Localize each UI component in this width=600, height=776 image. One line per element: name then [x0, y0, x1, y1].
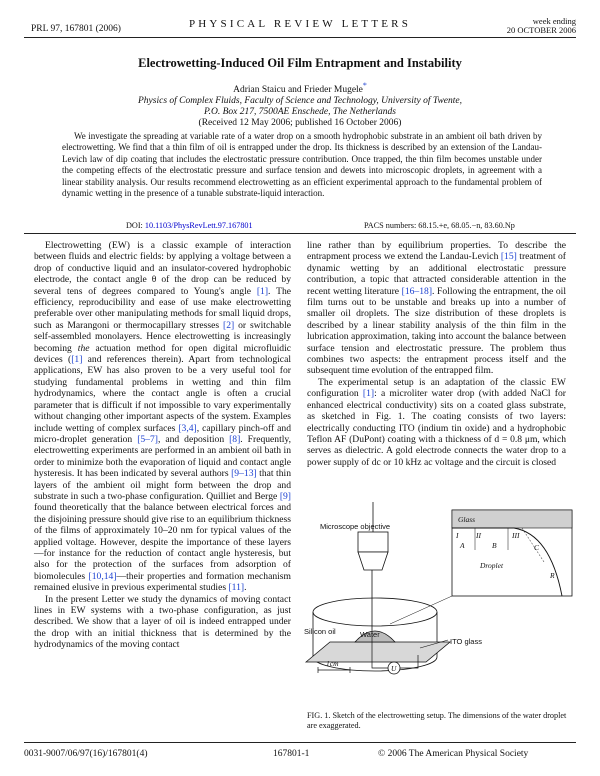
authors	[0, 81, 600, 95]
inset-label-II: II	[476, 531, 481, 540]
doi-link[interactable]: 10.1103/PhysRevLett.97.167801	[144, 221, 253, 230]
paper-title: Electrowetting-Induced Oil Film Entrapment and Instability	[138, 56, 462, 70]
inset-pointer	[390, 596, 452, 624]
footer-copyright: © 2006 The American Physical Society	[378, 749, 529, 759]
citation[interactable]: [9–13]	[231, 468, 257, 480]
paragraph: line rather than by equilibrium properties. To describe the entrapment process we extend the Landau-Levich [15] treatment of dynamic wetting by an additional electrostatic pressure contribution, a topic that attracted considerable attention in the recent wetting literature [16–18]. Following the entrapment, the oil film turns out to be unstable and breaks up into a number of smaller oil droplets. The size distribution of these droplets is described by a linear stability analysis of the thin film in the lubrication approximation, taking into account the balance between surface tension and electrostatic pressure. The problem thus combines two aspects: the entrapment process itself and the subsequent time evolution of the entrapped film.	[307, 240, 566, 377]
citation[interactable]: [3,4]	[178, 422, 197, 434]
citation[interactable]: [16–18]	[401, 285, 433, 297]
inset-label-C: C	[534, 543, 540, 552]
affiliation-line2: P.O. Box 217, 7500AE Enschede, The Netherlands	[204, 107, 396, 117]
figure-caption-label: FIG. 1.	[307, 711, 331, 720]
inset-glass-label: Glass	[458, 515, 476, 524]
microscope-objective-label: Microscope objective	[320, 522, 391, 531]
citation[interactable]: [1]	[362, 388, 375, 400]
author-footnote-mark[interactable]: *	[362, 81, 367, 90]
water-label: Water	[360, 630, 380, 639]
paragraph: The experimental setup is an adaptation of the classic EW configuration [1]: a microliter water drop (with added NaCl for enhanced electrical conductivity) sits on a coated glass substrate, as sketched in Fig. 1. The coating consists of two layers: electrically conducting ITO (indium tin oxide) and a hydrophobic Teflon AF (DuPont) coating with a thickness of d = 0.8 μm, which serves as dielectric. A gold electrode connects the water drop to a power supply of dc or 10 kHz ac voltage and the circuit is closed	[307, 376, 566, 468]
affiliation-line1: Physics of Complex Fluids, Faculty of Science and Technology, University of Twente,	[138, 96, 462, 106]
citation[interactable]: [1]	[256, 285, 269, 297]
body-left-column	[34, 240, 291, 651]
figure-caption-text: Sketch of the electrowetting setup. The dimensions of the water droplet are exaggerated.	[307, 711, 567, 730]
inset-label-A: A	[460, 541, 465, 550]
citation[interactable]: [9]	[279, 490, 291, 502]
paragraph: In the present Letter we study the dynamics of moving contact lines in EW systems with a two-phase configuration, as just described. We show that a layer of oil is indeed entrapped under the drop with an initial thickness that is determined by the hydrodynamics of the moving contact	[34, 593, 291, 651]
inset-label-B: B	[492, 541, 497, 550]
citation[interactable]: [2]	[223, 319, 235, 331]
issue-date	[507, 17, 576, 35]
journal-citation: PRL 97, 167801 (2006)	[31, 24, 121, 34]
figure-1-setup-sketch	[300, 492, 576, 702]
scale-bar-label: 1cm	[326, 659, 339, 668]
citation[interactable]: [15]	[500, 251, 517, 263]
inset-label-R: R	[550, 571, 555, 580]
pacs-numbers: PACS numbers: 68.15.+e, 68.05.−n, 83.60.Np	[364, 221, 515, 230]
issue-date-line2: 20 OCTOBER 2006	[506, 25, 576, 35]
abstract: We investigate the spreading at variable rate of a water drop on a smooth hydrophobic substrate in an ambient oil bath driven by electrowetting. We find that a thin film of oil is entrapped under the drop. Its thickness is described by an extension of the Landau-Levich law of dip coating that includes the electrostatic pressure contribution. Once trapped, the thin film becomes unstable under the competing effects of the electrostatic pressure and surface tension and dewets into microscopic droplets, in agreement with a linear stability analysis. Our results recommend electrowetting as an efficient experimental approach to the fundamental problem of dynamic wetting in the presence of a tunable substrate-liquid interaction.	[62, 131, 542, 199]
citation[interactable]: [10,14]	[88, 570, 117, 582]
doi-label: DOI:	[126, 221, 143, 230]
issue-date-line1: week ending	[532, 16, 576, 26]
voltage-label: U	[391, 664, 397, 673]
inset-label-I: I	[456, 531, 459, 540]
journal-name: PHYSICAL REVIEW LETTERS	[188, 18, 412, 30]
citation[interactable]: [1]	[71, 354, 83, 366]
figure-caption	[307, 711, 567, 731]
footer-page-number: 167801-1	[273, 749, 310, 759]
inset-label-III: III	[512, 531, 520, 540]
silicon-oil-label: Silicon oil	[304, 627, 336, 636]
citation[interactable]: [11]	[228, 582, 245, 594]
doi	[126, 221, 253, 230]
ito-glass-label: ITO glass	[450, 637, 482, 646]
abstract-rule	[24, 233, 576, 234]
footer-rule	[24, 742, 576, 743]
header-rule	[24, 37, 576, 38]
objective-body	[358, 532, 388, 552]
citation[interactable]: [8]	[229, 433, 241, 445]
affiliation	[0, 96, 600, 118]
inset-droplet-label: Droplet	[480, 561, 504, 570]
body-right-column	[307, 240, 566, 468]
objective-nose	[358, 552, 388, 570]
author-names: Adrian Staicu and Frieder Mugele	[233, 85, 363, 96]
paragraph: Electrowetting (EW) is a classic example of interaction between fluids and electric fields: by applying a voltage between a drop of conductive liquid and an insulator-covered hydrophobic electrode, the contact angle θ of the drop can be reduced by several tens of degrees compared to Young's angle [1]. The efficiency, reproducibility and ease of use make electrowetting preferable over other manipulating methods for small liquid drops, such as Marangoni or thermocapillary stresses [2] or switchable self-assembled monolayers. Hence electrowetting is increasingly becoming the actuation method for open digital microfluidic devices ([1] and references therein). Apart from technological applications, EW has also proven to be a very useful tool for studying fundamental problems in wetting and thin film hydrodynamics, where the contact angle is often a crucial parameter that is difficult if not impossible to vary experimentally without changing other important aspects of the system. Examples include wetting of complex surfaces [3,4], capillary pinch-off and micro-droplet generation [5–7], and deposition [8]. Frequently, electrowetting experiments are performed in an ambient oil bath in order to minimize both the evaporation of liquid and contact angle hysteresis. It has been indicated by several authors [9–13] that thin layers of the ambient oil might form between the drop and substrate in such a two-phase configuration. Quilliet and Berge [9] found theoretically that the balance between electrical forces and the disjoining pressure should give rise to an equilibrium thickness of the films of approximately 10–20 nm for typical values of the applied voltage. However, despite the importance of these layers—for instance for the reduction of contact angle hysteresis, but also for the protection of the surfaces from adsorption of biomolecules [10,14]—their properties and formation mechanism remained elusive in previous experimental studies [11].	[34, 240, 292, 594]
footer-issn: 0031-9007/06/97(16)/167801(4)	[24, 749, 148, 759]
cell-top-rim	[313, 598, 437, 626]
citation[interactable]: [5–7]	[137, 433, 158, 445]
received-dates: (Received 12 May 2006; published 16 October 2006)	[198, 118, 402, 128]
